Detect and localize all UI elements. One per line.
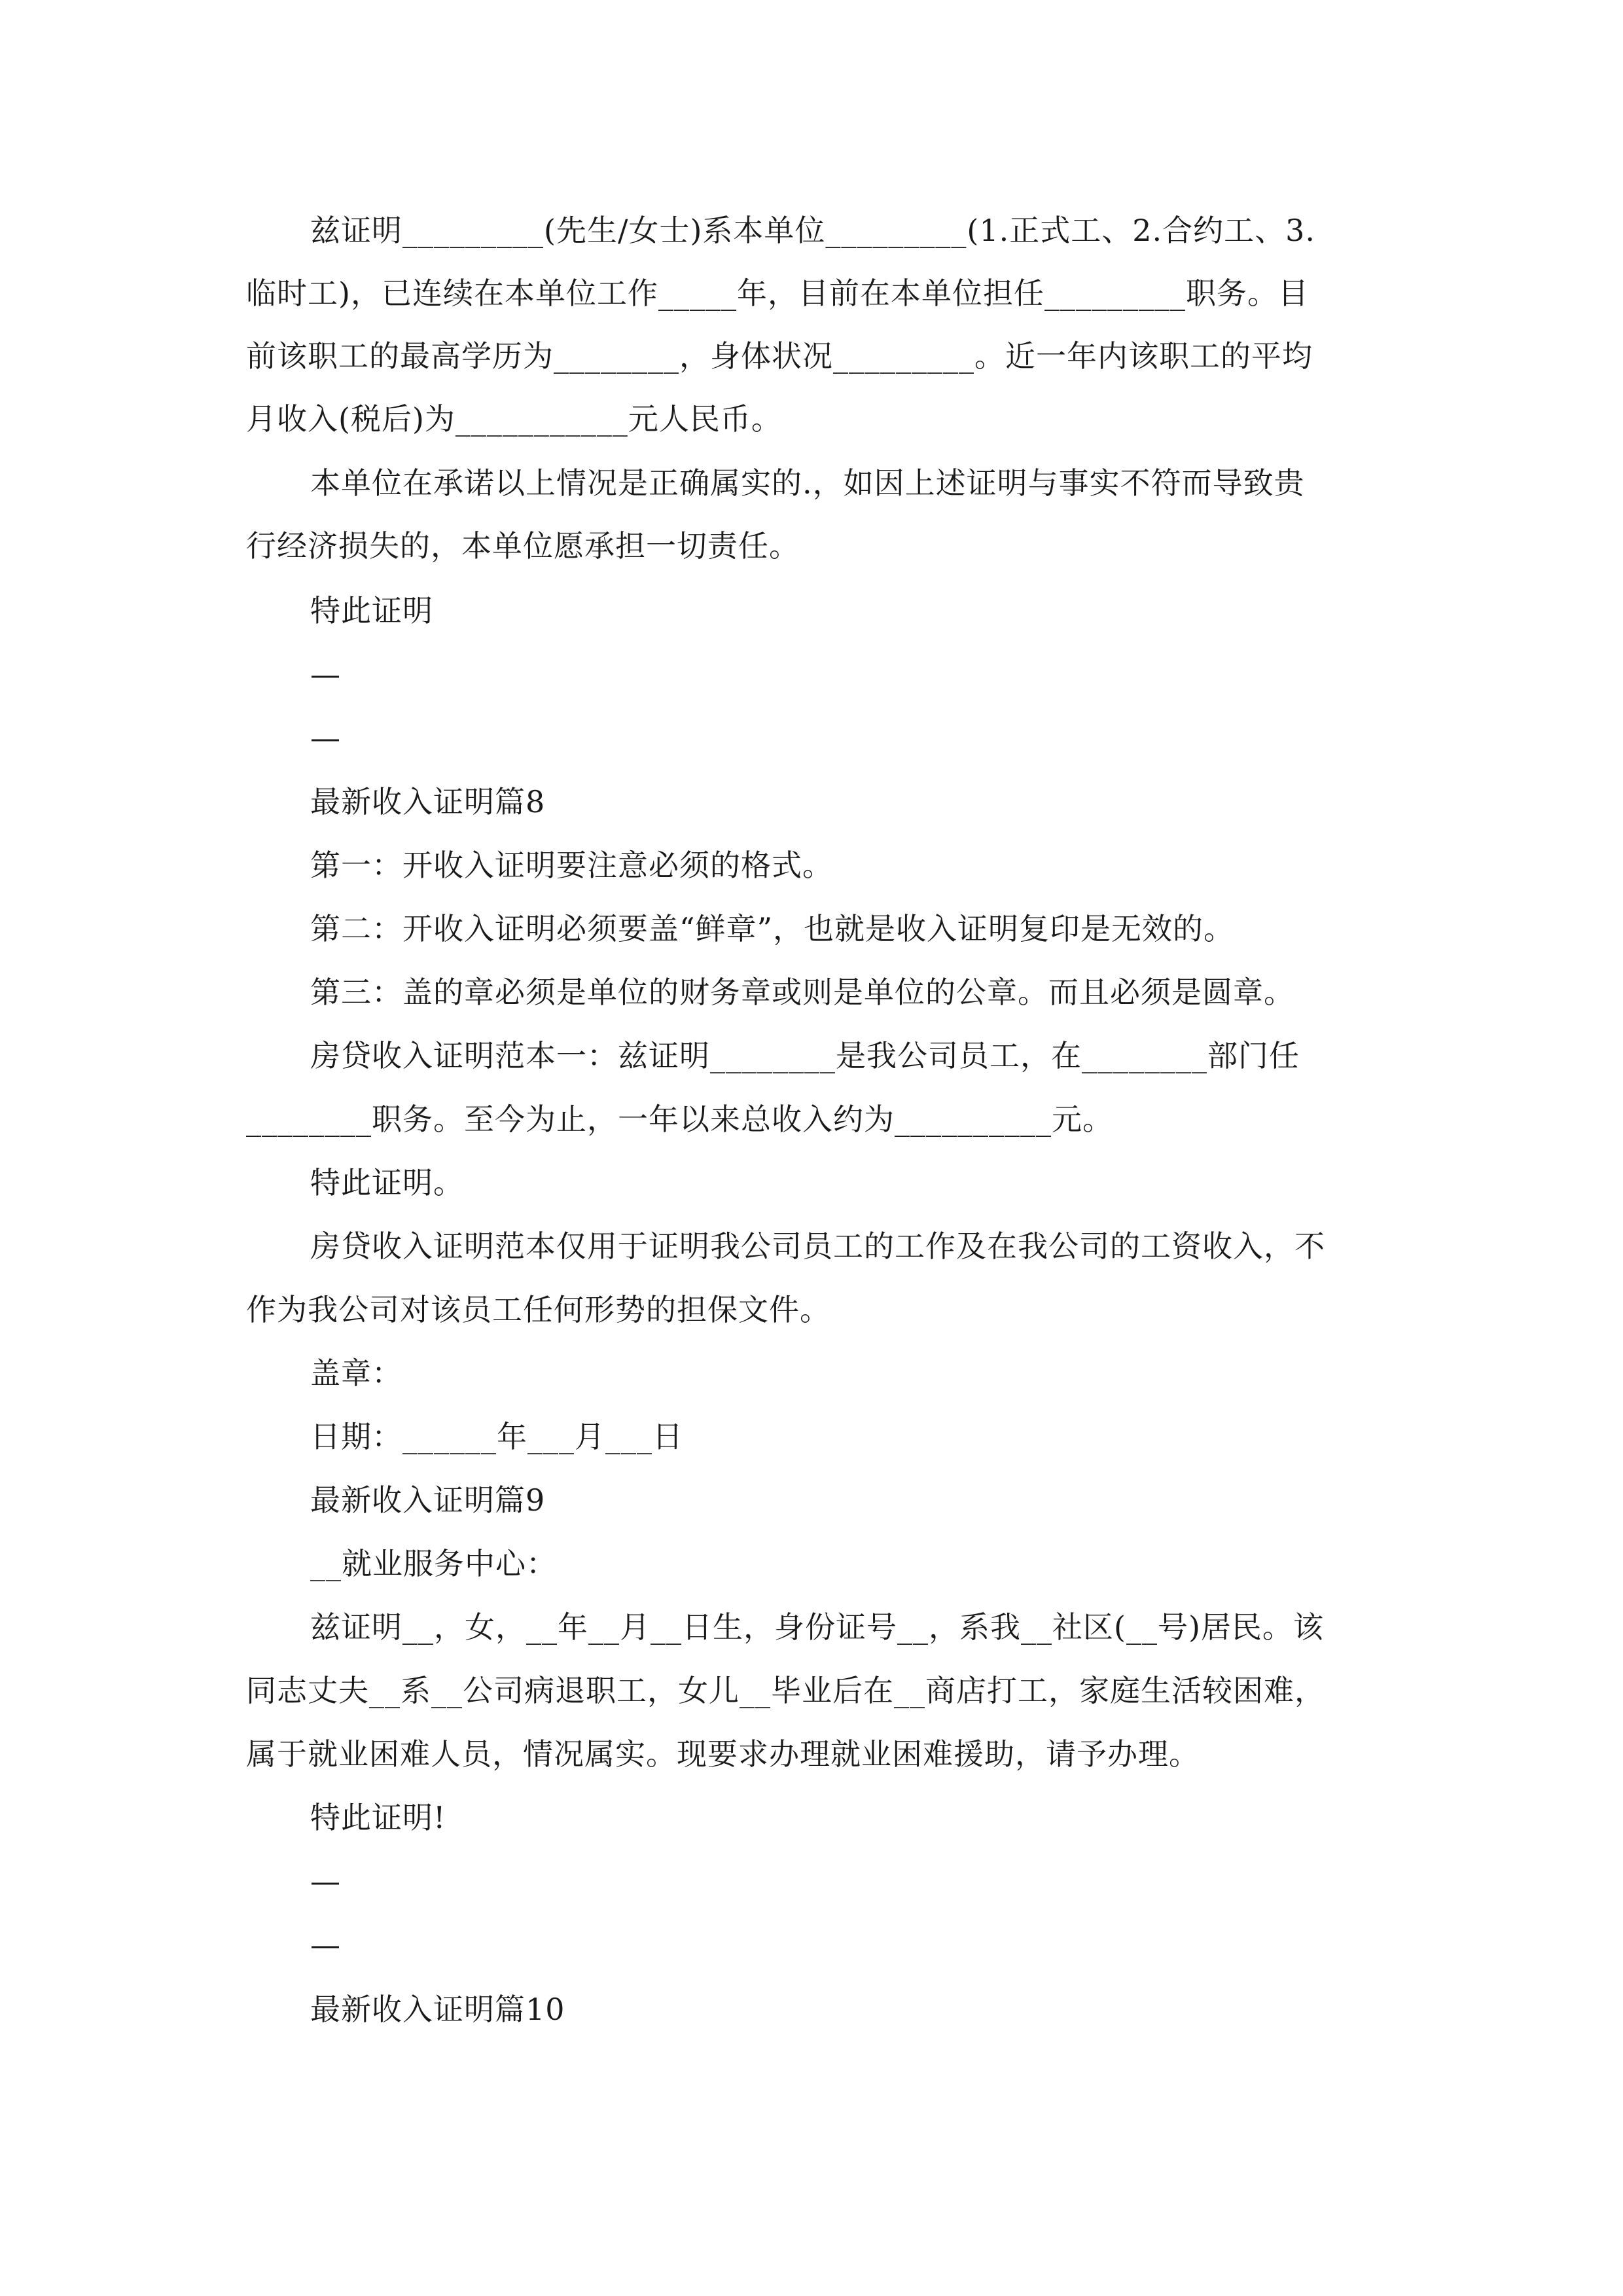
separator-dash: — xyxy=(310,720,340,755)
section-heading: 最新收入证明篇10 xyxy=(310,1992,565,2027)
paragraph-line: 第一：开收入证明要注意必须的格式。 xyxy=(310,848,833,883)
paragraph-line: 兹证明_________(先生/女士)系本单位_________(1.正式工、2.合约工、3. xyxy=(310,213,1316,248)
paragraph-line: 属于就业困难人员，情况属实。现要求办理就业困难援助，请予办理。 xyxy=(246,1736,1200,1772)
paragraph-line: 房贷收入证明范本一：兹证明________是我公司员工，在________部门任 xyxy=(310,1038,1300,1073)
paragraph-line: 兹证明__，女，__年__月__日生，身份证号__，系我__社区(__号)居民。该 xyxy=(310,1609,1324,1645)
date-line: 日期：______年___月___日 xyxy=(310,1419,683,1454)
paragraph-line: 月收入(税后)为___________元人民币。 xyxy=(246,401,782,437)
paragraph-line: 行经济损失的，本单位愿承担一切责任。 xyxy=(246,528,800,564)
paragraph-line: 临时工)，已连续在本单位工作_____年，目前在本单位担任_________职务。目 xyxy=(246,276,1309,311)
closing-line: 特此证明! xyxy=(310,1800,446,1835)
separator-dash: — xyxy=(310,656,340,692)
separator-dash: — xyxy=(310,1863,340,1899)
closing-line: 特此证明。 xyxy=(310,1165,464,1200)
paragraph-line: 同志丈夫__系__公司病退职工，女儿__毕业后在__商店打工，家庭生活较困难， xyxy=(246,1673,1325,1708)
paragraph-line: ________职务。至今为止，一年以来总收入约为__________元。 xyxy=(246,1102,1113,1137)
paragraph-line: 前该职工的最高学历为________，身体状况_________。近一年内该职工的平均 xyxy=(246,338,1313,374)
paragraph-line: 第二：开收入证明必须要盖“鲜章”，也就是收入证明复印是无效的。 xyxy=(310,911,1235,946)
stamp-label: 盖章： xyxy=(310,1355,402,1391)
paragraph-line: 房贷收入证明范本仅用于证明我公司员工的工作及在我公司的工资收入，不 xyxy=(310,1229,1325,1264)
section-heading: 最新收入证明篇9 xyxy=(310,1482,546,1518)
paragraph-line: 本单位在承诺以上情况是正确属实的.，如因上述证明与事实不符而导致贵 xyxy=(310,465,1305,501)
addressee-line: __就业服务中心： xyxy=(310,1546,557,1581)
paragraph-line: 作为我公司对该员工任何形势的担保文件。 xyxy=(246,1292,830,1327)
closing-line: 特此证明 xyxy=(310,593,433,628)
section-heading: 最新收入证明篇8 xyxy=(310,784,546,819)
separator-dash: — xyxy=(310,1927,340,1962)
paragraph-line: 第三：盖的章必须是单位的财务章或则是单位的公章。而且必须是圆章。 xyxy=(310,975,1294,1010)
